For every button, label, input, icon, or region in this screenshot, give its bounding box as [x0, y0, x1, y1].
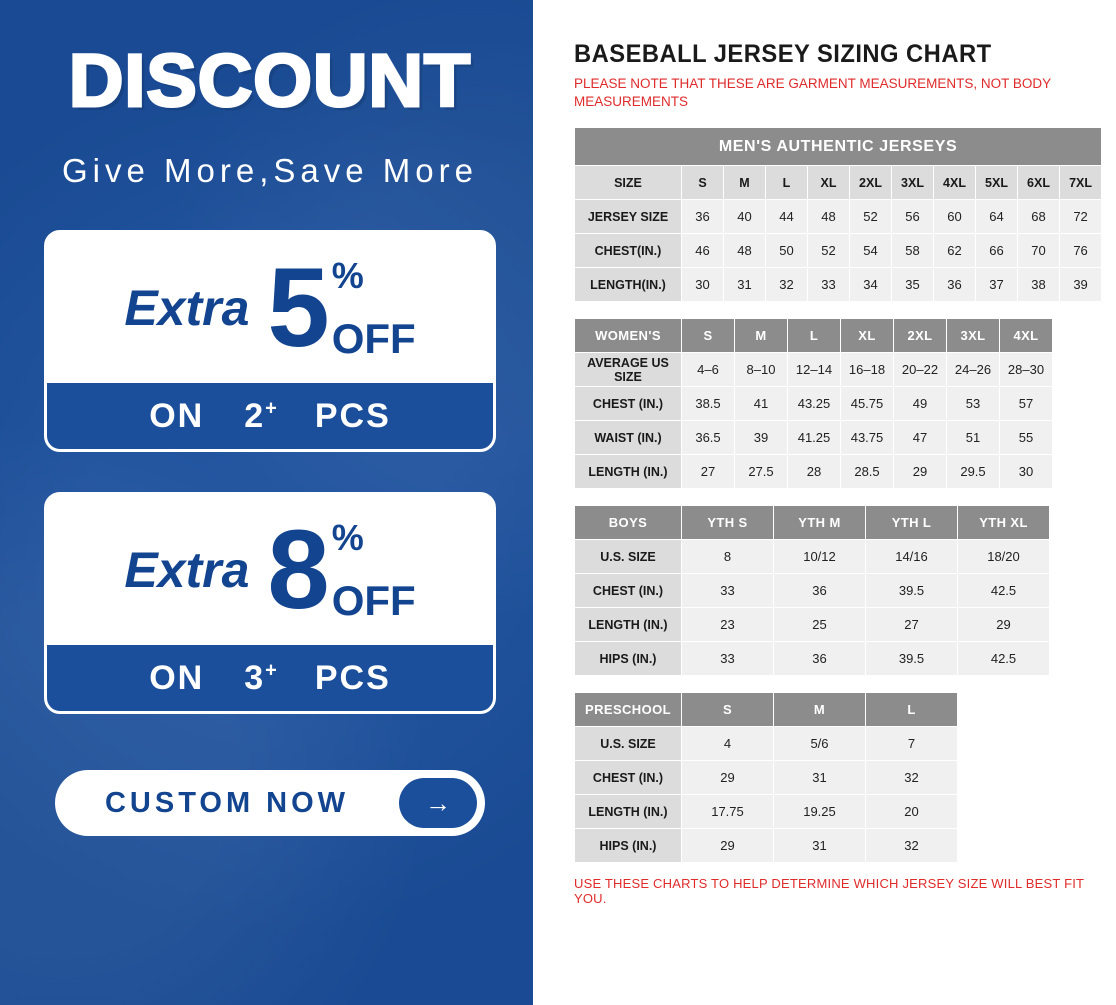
cell: 51: [947, 421, 1000, 455]
column-header: 2XL: [850, 166, 892, 200]
offer-quantity-plus: +: [265, 659, 279, 682]
cell: 32: [866, 761, 958, 795]
table-row: [575, 608, 1050, 642]
cell: 29: [682, 761, 774, 795]
row-header: AVERAGE US SIZE: [575, 353, 682, 387]
cell: 29: [958, 608, 1050, 642]
row-header: CHEST (IN.): [575, 387, 682, 421]
cell: 28: [788, 455, 841, 489]
cell: 56: [892, 200, 934, 234]
cell: 44: [766, 200, 808, 234]
column-header: 3XL: [892, 166, 934, 200]
column-header: SIZE: [575, 166, 682, 200]
cell: 39.5: [866, 574, 958, 608]
cell: 7: [866, 727, 958, 761]
offer-quantity-number: 2: [244, 396, 266, 435]
cell: 68: [1018, 200, 1060, 234]
offer-on-label: ON: [149, 658, 205, 697]
offer-on-label: ON: [149, 396, 205, 435]
column-header: XL: [808, 166, 850, 200]
cell: 47: [894, 421, 947, 455]
table-row: [575, 268, 1102, 302]
column-header: 3XL: [947, 319, 1000, 353]
cell: 35: [892, 268, 934, 302]
promo-subtitle: Give More,Save More: [62, 152, 478, 189]
row-header: CHEST (IN.): [575, 574, 682, 608]
cell: 30: [682, 268, 724, 302]
row-header: CHEST (IN.): [575, 761, 682, 795]
row-header: U.S. SIZE: [575, 540, 682, 574]
cell: 31: [774, 829, 866, 863]
cell: 8–10: [735, 353, 788, 387]
offer-symbols: [332, 516, 416, 624]
table-row: [575, 200, 1102, 234]
cell: 42.5: [958, 574, 1050, 608]
column-header: S: [682, 166, 724, 200]
cell: 62: [934, 234, 976, 268]
cell: 33: [682, 642, 774, 676]
cell: 20: [866, 795, 958, 829]
cell: 14/16: [866, 540, 958, 574]
column-header: WOMEN'S: [575, 319, 682, 353]
panel-divider: [533, 0, 540, 1005]
cell: 53: [947, 387, 1000, 421]
table-row: [575, 234, 1102, 268]
cell: 28.5: [841, 455, 894, 489]
cell: 58: [892, 234, 934, 268]
table-row: [575, 387, 1053, 421]
cell: 39: [1060, 268, 1102, 302]
cell: 46: [682, 234, 724, 268]
offer-condition: [47, 645, 493, 711]
cell: 52: [850, 200, 892, 234]
cell: 39: [735, 421, 788, 455]
cell: 48: [808, 200, 850, 234]
column-header: M: [735, 319, 788, 353]
cell: 66: [976, 234, 1018, 268]
column-header: L: [766, 166, 808, 200]
offer-quantity-plus: +: [265, 397, 279, 420]
offer-percent-sign: %: [331, 255, 364, 296]
offer-card-8-percent[interactable]: [44, 492, 496, 714]
cell: 34: [850, 268, 892, 302]
offer-off-label: OFF: [331, 315, 416, 362]
mens-size-table: [574, 127, 1102, 302]
cell: 55: [1000, 421, 1053, 455]
cell: 57: [1000, 387, 1053, 421]
offer-top: [47, 495, 493, 645]
table-row: [575, 795, 958, 829]
row-header: CHEST(IN.): [575, 234, 682, 268]
column-header: 5XL: [976, 166, 1018, 200]
cell: 52: [808, 234, 850, 268]
column-header: YTH M: [774, 506, 866, 540]
table-row: [575, 727, 958, 761]
cell: 64: [976, 200, 1018, 234]
custom-now-button[interactable]: [55, 770, 485, 836]
cell: 33: [808, 268, 850, 302]
column-header: 7XL: [1060, 166, 1102, 200]
cell: 43.25: [788, 387, 841, 421]
cell: 30: [1000, 455, 1053, 489]
column-header: 4XL: [934, 166, 976, 200]
cell: 48: [724, 234, 766, 268]
row-header: U.S. SIZE: [575, 727, 682, 761]
row-header: WAIST (IN.): [575, 421, 682, 455]
offer-extra-label: Extra: [124, 542, 250, 598]
page-title: DISCOUNT: [68, 39, 472, 122]
cell: 36: [774, 574, 866, 608]
column-header: M: [774, 693, 866, 727]
cell: 27: [866, 608, 958, 642]
row-header: HIPS (IN.): [575, 829, 682, 863]
table-row: [575, 540, 1050, 574]
offer-pcs-label: PCS: [314, 396, 391, 435]
table-header-row: [575, 506, 1050, 540]
cell: 40: [724, 200, 766, 234]
boys-size-table: [574, 505, 1050, 676]
preschool-size-table: [574, 692, 958, 863]
table-row: [575, 421, 1053, 455]
cell: 38: [1018, 268, 1060, 302]
cell: 76: [1060, 234, 1102, 268]
cell: 41.25: [788, 421, 841, 455]
cell: 38.5: [682, 387, 735, 421]
offer-extra-label: Extra: [124, 280, 250, 336]
cell: 12–14: [788, 353, 841, 387]
column-header: YTH S: [682, 506, 774, 540]
cell: 60: [934, 200, 976, 234]
cell: 42.5: [958, 642, 1050, 676]
cell: 5/6: [774, 727, 866, 761]
row-header: LENGTH(IN.): [575, 268, 682, 302]
table-row: [575, 642, 1050, 676]
table-row: [575, 761, 958, 795]
cell: 31: [774, 761, 866, 795]
cell: 72: [1060, 200, 1102, 234]
cell: 33: [682, 574, 774, 608]
cell: 18/20: [958, 540, 1050, 574]
offer-top: [47, 233, 493, 383]
cell: 54: [850, 234, 892, 268]
chart-note: PLEASE NOTE THAT THESE ARE GARMENT MEASUREMENTS, NOT BODY MEASUREMENTS: [574, 76, 1051, 110]
cell: 36: [774, 642, 866, 676]
table-banner-row: [575, 128, 1102, 166]
row-header: LENGTH (IN.): [575, 795, 682, 829]
cell: 32: [766, 268, 808, 302]
cell: 10/12: [774, 540, 866, 574]
column-header: S: [682, 319, 735, 353]
offer-quantity: [244, 397, 279, 436]
cell: 25: [774, 608, 866, 642]
cell: 24–26: [947, 353, 1000, 387]
table-row: [575, 353, 1053, 387]
column-header: 4XL: [1000, 319, 1053, 353]
cell: 36: [934, 268, 976, 302]
cell: 28–30: [1000, 353, 1053, 387]
row-header: HIPS (IN.): [575, 642, 682, 676]
sizing-chart-panel: [540, 0, 1116, 1005]
offer-quantity: [244, 659, 279, 698]
cell: 17.75: [682, 795, 774, 829]
cell: 37: [976, 268, 1018, 302]
row-header: JERSEY SIZE: [575, 200, 682, 234]
column-header: 6XL: [1018, 166, 1060, 200]
cell: 36.5: [682, 421, 735, 455]
cell: 27: [682, 455, 735, 489]
offer-quantity-number: 3: [244, 658, 266, 697]
cell: 20–22: [894, 353, 947, 387]
mens-banner: MEN'S AUTHENTIC JERSEYS: [575, 128, 1102, 166]
cell: 70: [1018, 234, 1060, 268]
offer-percent-sign: %: [331, 517, 364, 558]
table-row: [575, 455, 1053, 489]
offer-condition: [47, 383, 493, 449]
cell: 27.5: [735, 455, 788, 489]
column-header: PRESCHOOL: [575, 693, 682, 727]
cell: 19.25: [774, 795, 866, 829]
chart-footer-note: USE THESE CHARTS TO HELP DETERMINE WHICH JERSEY SIZE WILL BEST FIT YOU.: [574, 876, 1084, 907]
table-row: [575, 574, 1050, 608]
chart-title: BASEBALL JERSEY SIZING CHART: [574, 40, 992, 68]
cell: 50: [766, 234, 808, 268]
offer-symbols: [332, 254, 416, 362]
offer-pcs-label: PCS: [314, 658, 391, 697]
cell: 29.5: [947, 455, 1000, 489]
column-header: M: [724, 166, 766, 200]
cell: 16–18: [841, 353, 894, 387]
promo-panel: [0, 0, 540, 1005]
cell: 36: [682, 200, 724, 234]
cell: 8: [682, 540, 774, 574]
column-header: L: [866, 693, 958, 727]
column-header: 2XL: [894, 319, 947, 353]
cell: 49: [894, 387, 947, 421]
cell: 29: [682, 829, 774, 863]
cell: 32: [866, 829, 958, 863]
cell: 45.75: [841, 387, 894, 421]
cell: 41: [735, 387, 788, 421]
table-header-row: [575, 319, 1053, 353]
cell: 23: [682, 608, 774, 642]
arrow-right-icon: →: [399, 778, 477, 828]
column-header: YTH L: [866, 506, 958, 540]
column-header: S: [682, 693, 774, 727]
cell: 43.75: [841, 421, 894, 455]
cell: 31: [724, 268, 766, 302]
row-header: LENGTH (IN.): [575, 455, 682, 489]
row-header: LENGTH (IN.): [575, 608, 682, 642]
table-header-row: [575, 693, 958, 727]
cell: 39.5: [866, 642, 958, 676]
custom-now-label: CUSTOM NOW: [104, 786, 350, 819]
cell: 29: [894, 455, 947, 489]
offer-number: 5: [267, 244, 328, 370]
cell: 4–6: [682, 353, 735, 387]
column-header: XL: [841, 319, 894, 353]
offer-number: 8: [267, 506, 328, 632]
column-header: YTH XL: [958, 506, 1050, 540]
offer-card-5-percent[interactable]: [44, 230, 496, 452]
womens-size-table: [574, 318, 1053, 489]
cell: 4: [682, 727, 774, 761]
table-header-row: [575, 166, 1102, 200]
offer-off-label: OFF: [331, 577, 416, 624]
column-header: BOYS: [575, 506, 682, 540]
table-row: [575, 829, 958, 863]
column-header: L: [788, 319, 841, 353]
